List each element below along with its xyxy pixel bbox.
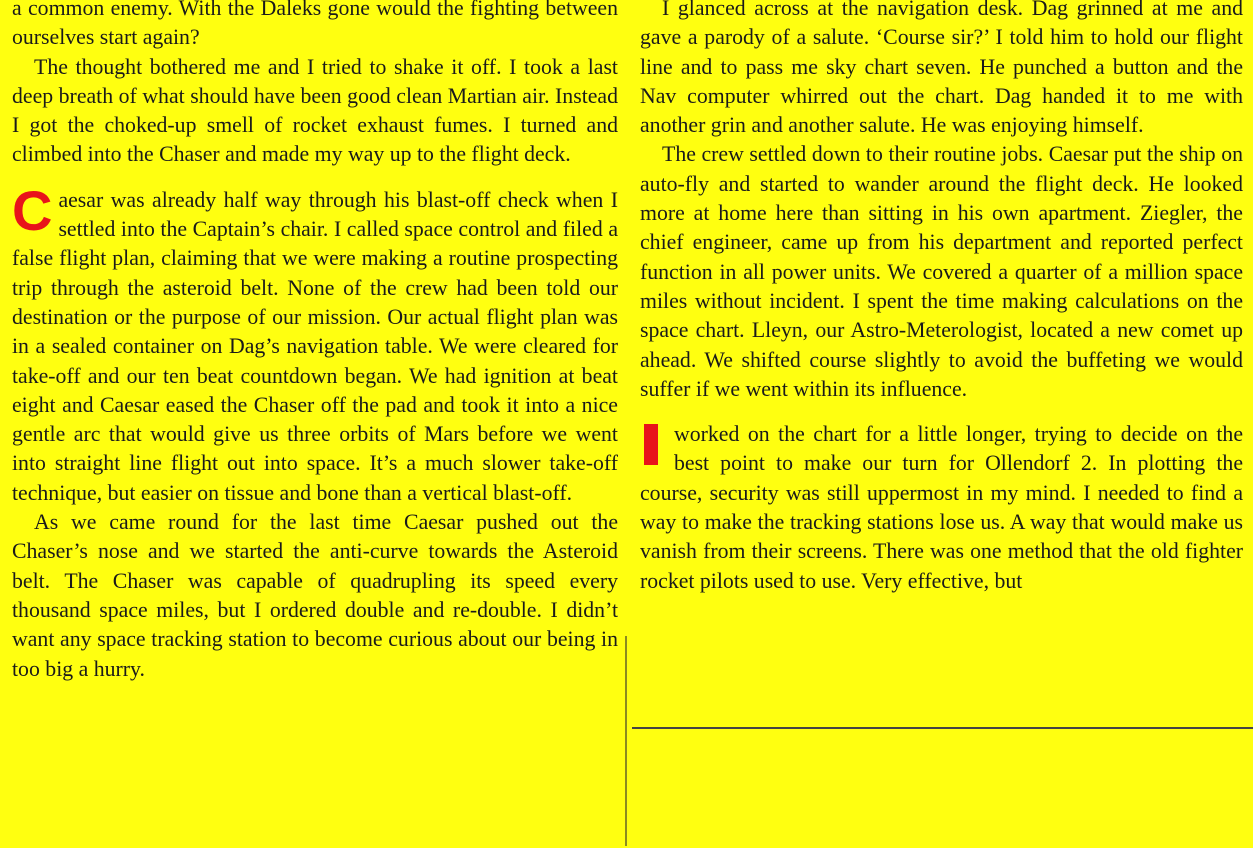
dropcap-letter: C	[12, 178, 53, 242]
paragraph-with-dropcap	[12, 178, 618, 508]
dropcap-letter-i-bar	[644, 424, 658, 465]
horizontal-rule	[632, 727, 1253, 729]
paragraph: The crew settled down to their routine jobs. Caesar put the ship on auto-fly and started to wander around the flight deck. He looked more at home here than sitting in his own apartment. Ziegler, the chief engineer, came up from his department and reported perfect function in all power units. We covered a quarter of a million space miles without incident. I spent the time making calculations on the space chart. Lleyn, our Astro-Meterologist, located a new comet up ahead. We shifted course slightly to avoid the buffeting we would suffer if we went within its influence.	[640, 142, 1243, 401]
paragraph-text: aesar was already half way through his blast-off check when I settled into the Captain’s chair. I called space control and filed a false flight plan, claiming that we were making a routine prospecting trip through the asteroid belt. None of the crew had been told our destination or the purpose of our mission. Our actual flight plan was in a sealed container on Dag’s navigation table. We were cleared for take-off and our ten beat countdown began. We had ignition at beat eight and Caesar eased the Chaser off the pad and took it into a nice gentle arc that would give us three orbits of Mars before we went into straight line flight out into space. It’s a much slower take-off technique, but easier on tissue and bone than a vertical blast-off.	[12, 187, 618, 505]
paragraph: The thought bothered me and I tried to shake it off. I took a last deep breath of what should have been good clean Martian air. Instead I got the choked-up smell of rocket exhaust fumes. I turned and climbed into the Chaser and made my way up to the flight deck.	[12, 54, 618, 167]
paragraph-with-dropcap	[640, 420, 1243, 596]
paragraph: I glanced across at the navigation desk. Dag grinned at me and gave a parody of a salute. ‘Course sir?’ I told him to hold our flight line and to pass me sky chart seven. He punched a button and the Nav computer whirred out the chart. Dag handed it to me with another grin and another salute. He was enjoying himself.	[640, 0, 1243, 138]
paragraph: a common enemy. With the Daleks gone would the fighting between ourselves start again?	[12, 0, 618, 50]
paragraph: As we came round for the last time Caesar pushed out the Chaser’s nose and we started the anti-curve towards the Asteroid belt. The Chaser was capable of quadrupling its speed every thousand space miles, but I ordered double and re-double. I didn’t want any space tracking station to become curious about our being in too big a hurry.	[12, 510, 618, 681]
column-divider	[625, 636, 627, 846]
paragraph-text: worked on the chart for a little longer, trying to decide on the best point to make our turn for Ollendorf 2. In plotting the course, security was still uppermost in my mind. I needed to find a way to make the tracking stations lose us. A way that would make us vanish from their screens. There was one method that the old fighter rocket pilots used to use. Very effective, but	[640, 422, 1243, 593]
right-column	[640, 0, 1243, 596]
left-column	[12, 0, 618, 684]
